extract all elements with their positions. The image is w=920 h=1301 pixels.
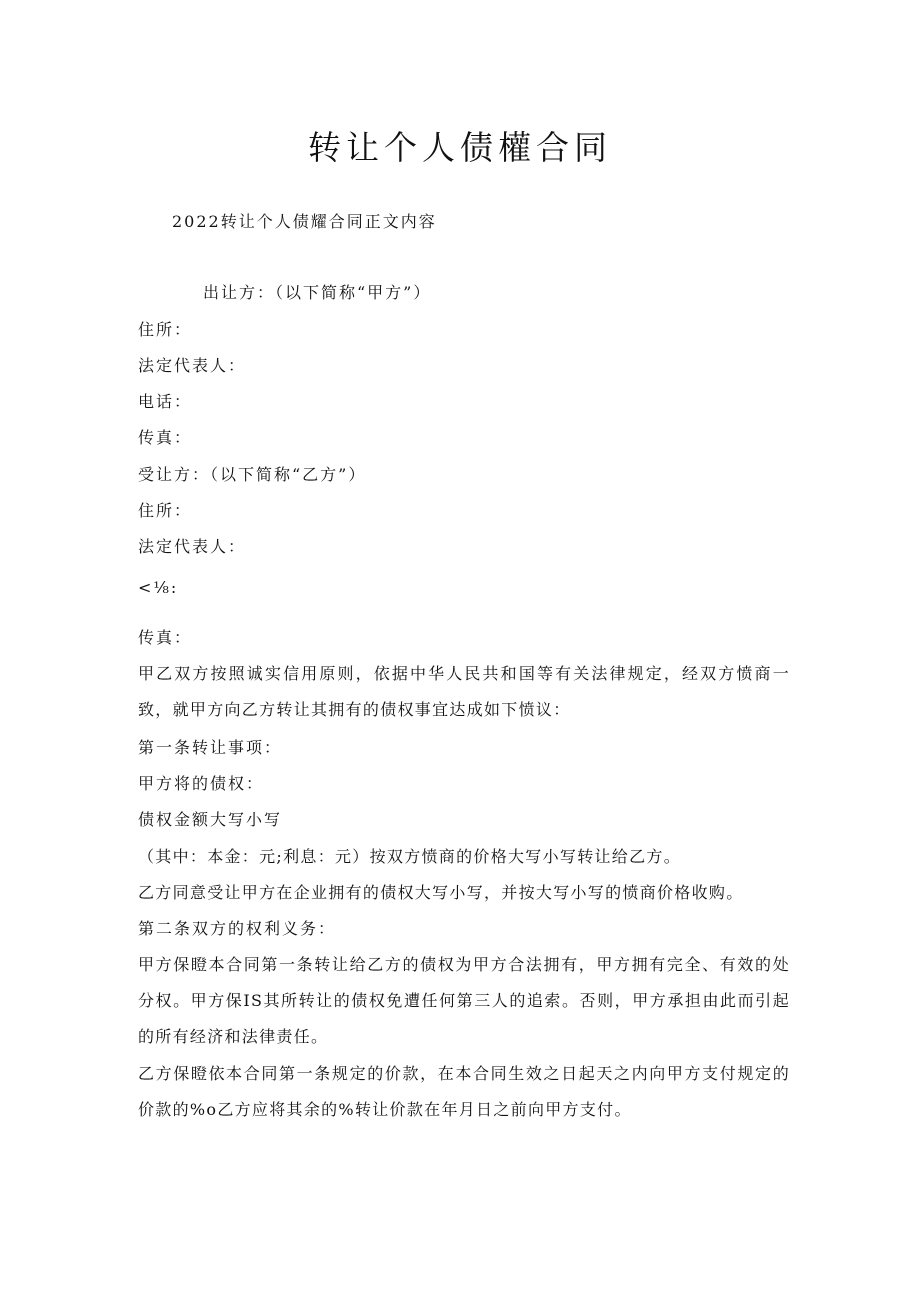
transferee-fax: 传真： xyxy=(138,628,193,647)
transferee-address: 住所： xyxy=(138,501,193,520)
transferee-label: 受让方：（以下简称“乙方”） xyxy=(138,465,367,484)
article1-line-2: 债权金额大写小写 xyxy=(138,810,283,829)
transferor-label: 出让方：（以下简称“甲方”） xyxy=(203,283,432,302)
article2-paragraph-2: 乙方保瞪依本合同第一条规定的价款，在本合同生效之日起天之内向甲方支付规定的价款的%o乙方应将其余的%转让价款在年月日之前向甲方支付。 xyxy=(138,1064,790,1119)
transferor-legal-rep: 法定代表人： xyxy=(138,356,247,375)
article1-line-4: 乙方同意受让甲方在企业拥有的债权大写小写，并按大写小写的愤商价格收购。 xyxy=(138,883,744,902)
transferee-legal-rep: 法定代表人： xyxy=(138,537,247,556)
document-subtitle: 2022转让个人债耀合同正文内容 xyxy=(172,212,437,231)
article2-paragraph-1: 甲方保瞪本合同第一条转让给乙方的债权为甲方合法拥有，甲方拥有完全、有效的处分权。甲方保IS其所转让的债权免遭任何第三人的追索。否则，甲方承担由此而引起的所有经济和法律责任。 xyxy=(138,955,790,1046)
transferor-address: 住所： xyxy=(138,320,193,339)
article1-line-3: （其中：本金：元;利息：元）按双方愤商的价格大写小写转让给乙方。 xyxy=(138,847,681,866)
article2-heading: 第二条双方的权利义务： xyxy=(138,919,337,938)
preamble-paragraph: 甲乙双方按照诚实信用原则，依据中华人民共和国等有关法律规定，经双方愤商一致，就甲方向乙方转让其拥有的债权事宜达成如下愤议： xyxy=(138,664,790,719)
article1-heading: 第一条转让事项： xyxy=(138,738,283,757)
transferor-fax: 传真： xyxy=(138,428,193,447)
document-title: 转让个人债權合同 xyxy=(308,128,612,167)
transferee-phone: <⅛: xyxy=(138,578,179,597)
article1-line-1: 甲方将的债权： xyxy=(138,774,265,793)
transferor-phone: 电话： xyxy=(138,392,193,411)
